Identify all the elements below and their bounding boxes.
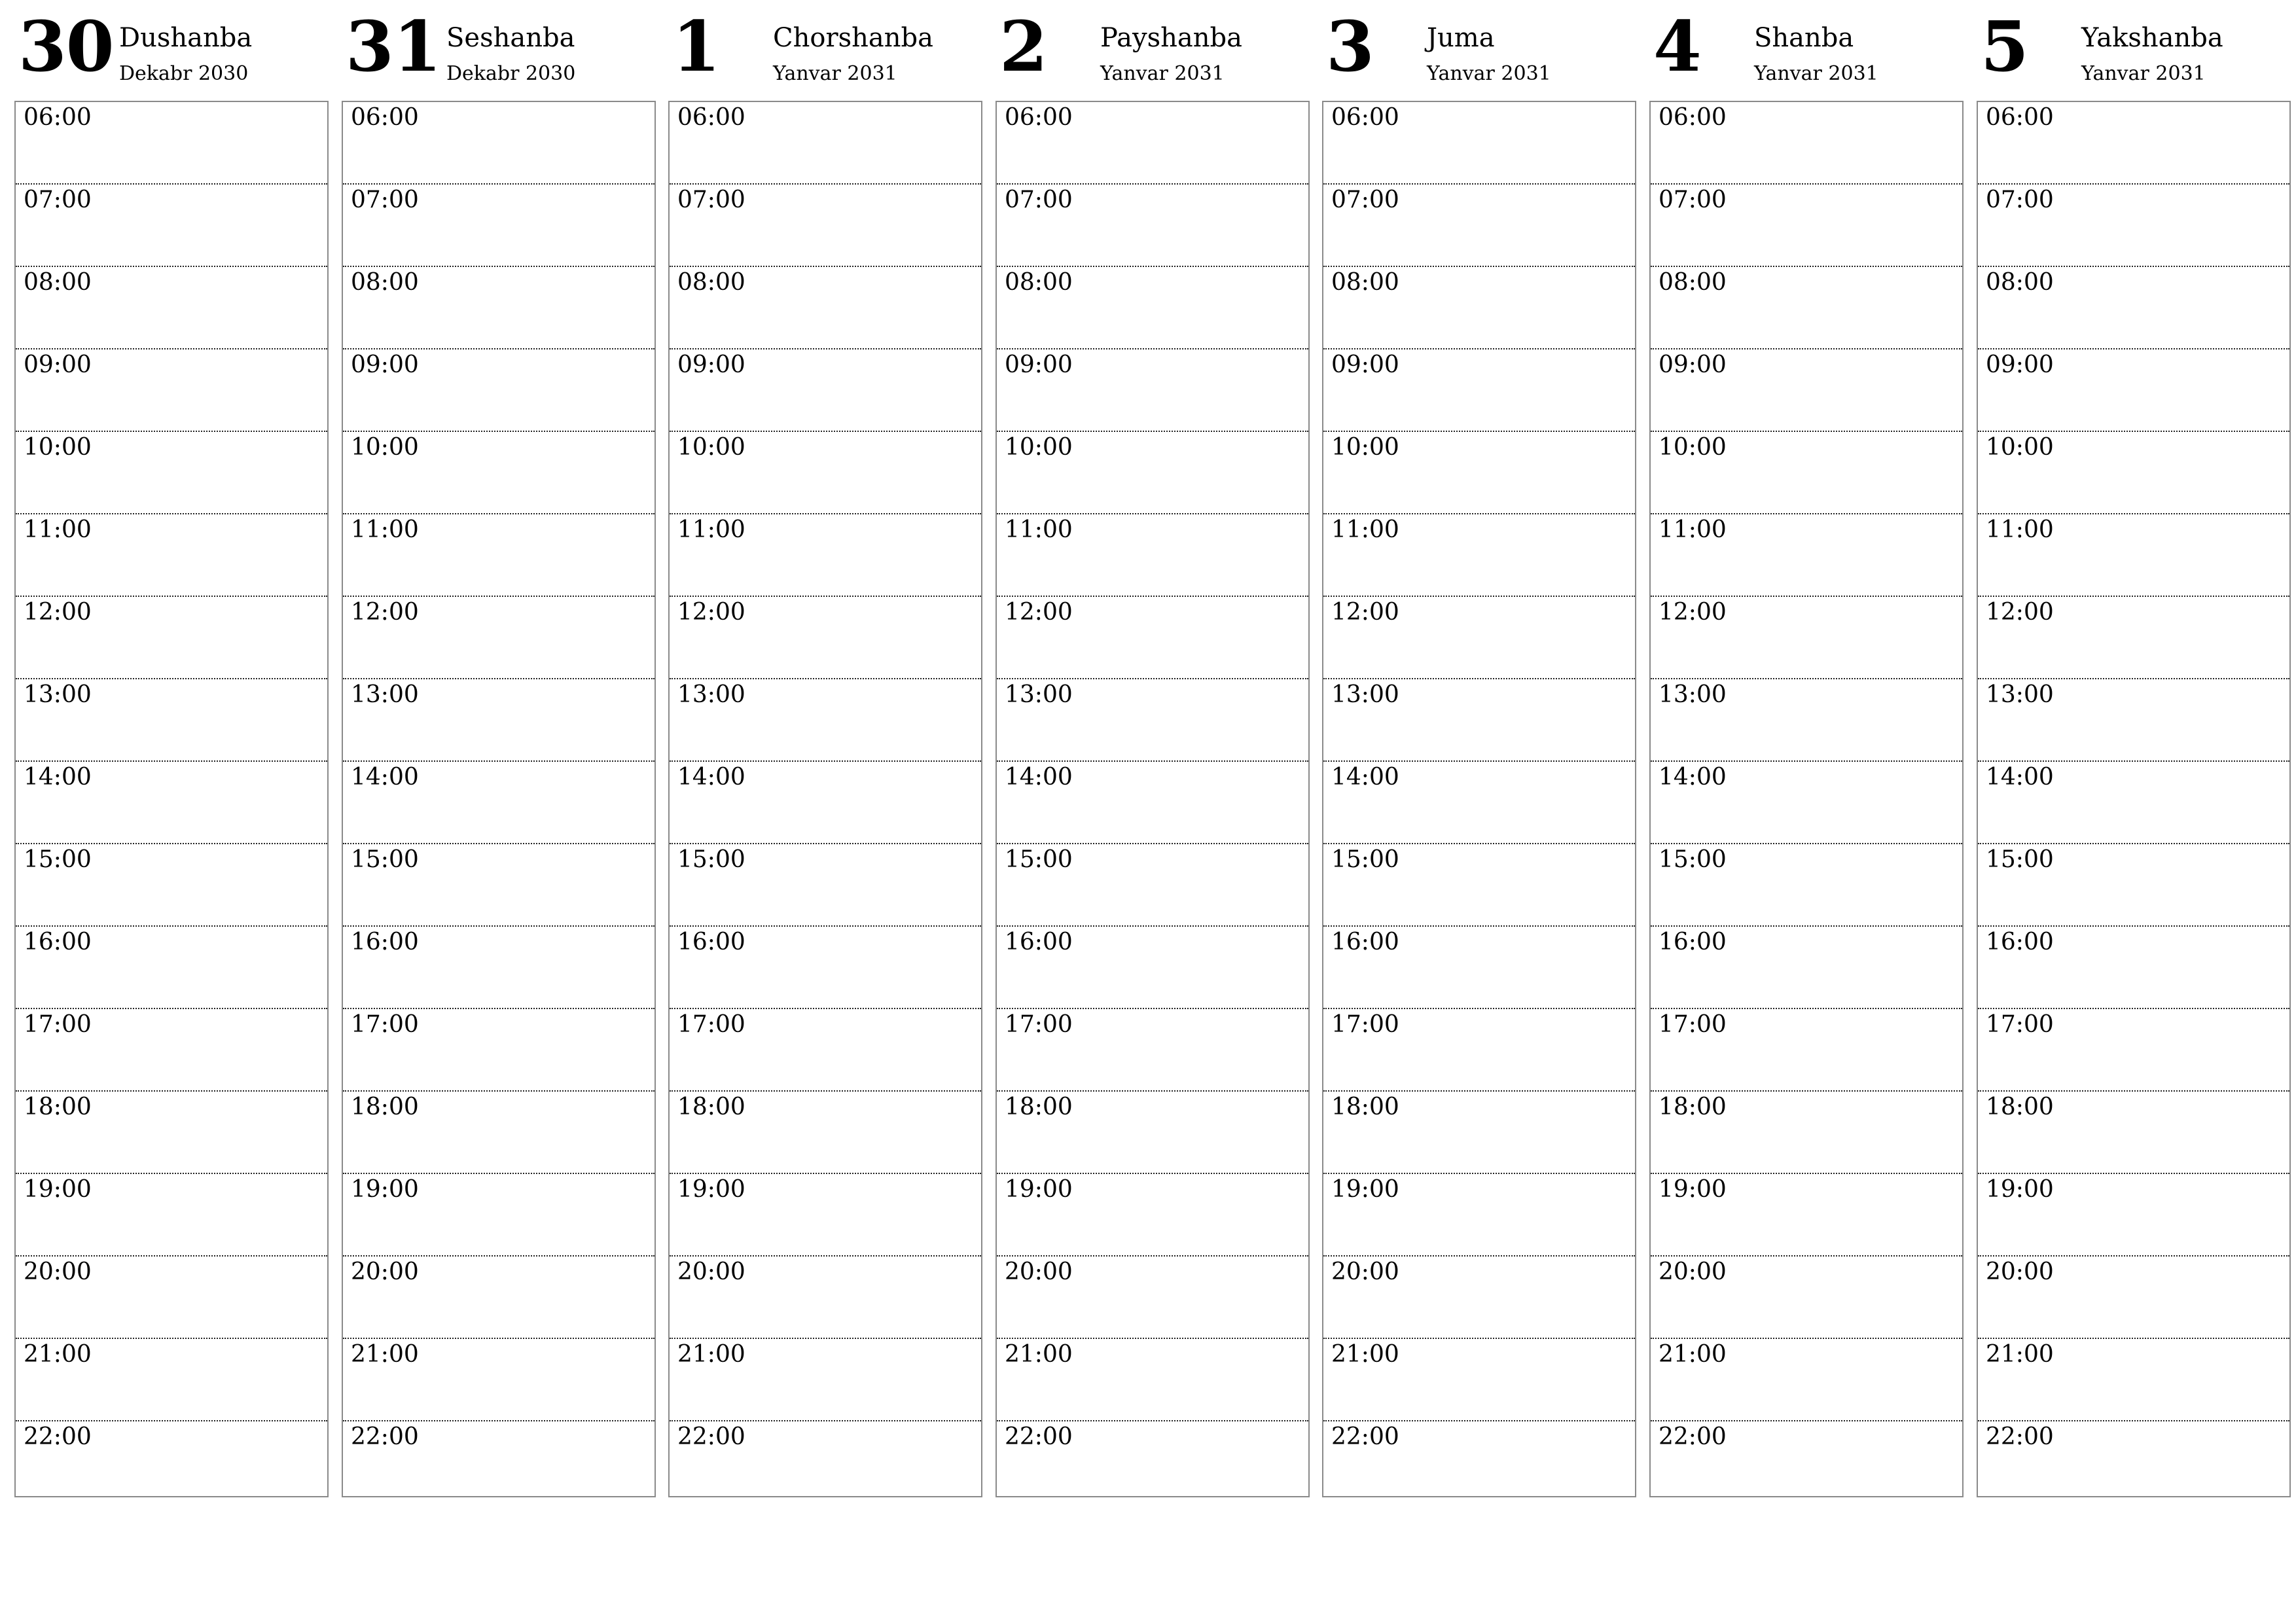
hour-slot[interactable] — [1978, 1174, 2289, 1257]
weekday-name: Payshanba — [1100, 23, 1242, 53]
hour-slot[interactable] — [1323, 1257, 1635, 1339]
hour-slot[interactable] — [1651, 514, 1962, 597]
hour-slot[interactable] — [1978, 597, 2289, 679]
day-header — [342, 0, 656, 99]
hour-label: 12:00 — [1659, 599, 1727, 626]
hour-slot[interactable] — [1651, 597, 1962, 679]
hour-slot[interactable] — [997, 102, 1308, 185]
hour-slot[interactable] — [997, 1174, 1308, 1257]
hour-slots-box — [996, 101, 1310, 1497]
hour-slot[interactable] — [16, 267, 327, 349]
hour-label: 20:00 — [351, 1258, 419, 1285]
hour-slot[interactable] — [343, 102, 655, 185]
hour-label: 07:00 — [1331, 187, 1399, 213]
hour-slot[interactable] — [16, 844, 327, 927]
hour-slot[interactable] — [1323, 1339, 1635, 1421]
hour-label: 11:00 — [1986, 516, 2054, 543]
day-column — [996, 0, 1310, 1450]
hour-label: 18:00 — [24, 1094, 92, 1120]
hour-slots-box — [668, 101, 982, 1497]
hour-slot[interactable] — [16, 597, 327, 679]
hour-label: 07:00 — [1659, 187, 1727, 213]
hour-slot[interactable] — [343, 762, 655, 844]
hour-slot[interactable] — [1978, 1421, 2289, 1503]
hour-slot[interactable] — [1978, 514, 2289, 597]
hour-slot[interactable] — [343, 844, 655, 927]
hour-label: 20:00 — [1005, 1258, 1073, 1285]
hour-slot[interactable] — [1978, 1092, 2289, 1174]
hour-slot[interactable] — [997, 267, 1308, 349]
hour-slot[interactable] — [997, 432, 1308, 514]
hour-label: 10:00 — [1659, 434, 1727, 461]
hour-label: 14:00 — [677, 764, 745, 791]
hour-label: 18:00 — [351, 1094, 419, 1120]
hour-slot[interactable] — [16, 1092, 327, 1174]
hour-slot[interactable] — [997, 1009, 1308, 1092]
hour-label: 12:00 — [351, 599, 419, 626]
hour-slot[interactable] — [1651, 679, 1962, 762]
hour-label: 15:00 — [1659, 846, 1727, 873]
hour-label: 14:00 — [1659, 764, 1727, 791]
hour-label: 08:00 — [1659, 269, 1727, 296]
hour-label: 19:00 — [1005, 1176, 1073, 1203]
hour-label: 17:00 — [1005, 1011, 1073, 1038]
hour-label: 17:00 — [1986, 1011, 2054, 1038]
hour-label: 18:00 — [1659, 1094, 1727, 1120]
hour-slot[interactable] — [343, 679, 655, 762]
hour-slot[interactable] — [1323, 349, 1635, 432]
hour-label: 19:00 — [1659, 1176, 1727, 1203]
hour-label: 11:00 — [1005, 516, 1073, 543]
hour-label: 13:00 — [677, 681, 745, 708]
day-header — [1322, 0, 1636, 99]
hour-label: 17:00 — [677, 1011, 745, 1038]
hour-slot[interactable] — [16, 432, 327, 514]
hour-slots-box — [1322, 101, 1636, 1497]
hour-label: 15:00 — [1005, 846, 1073, 873]
hour-slot[interactable] — [1978, 927, 2289, 1009]
hour-label: 12:00 — [24, 599, 92, 626]
day-header — [14, 0, 329, 99]
hour-label: 15:00 — [1331, 846, 1399, 873]
hour-label: 09:00 — [1659, 351, 1727, 378]
hour-slots-box — [14, 101, 329, 1497]
hour-label: 20:00 — [1331, 1258, 1399, 1285]
hour-slot[interactable] — [670, 349, 981, 432]
month-year: Dekabr 2030 — [446, 62, 576, 85]
hour-label: 06:00 — [24, 104, 92, 131]
month-year: Yanvar 2031 — [773, 62, 897, 85]
hour-label: 19:00 — [677, 1176, 745, 1203]
hour-label: 20:00 — [1659, 1258, 1727, 1285]
hour-label: 07:00 — [1986, 187, 2054, 213]
weekday-name: Seshanba — [446, 23, 575, 53]
hour-label: 15:00 — [1986, 846, 2054, 873]
hour-label: 20:00 — [677, 1258, 745, 1285]
hour-label: 19:00 — [24, 1176, 92, 1203]
hour-slot[interactable] — [670, 762, 981, 844]
hour-label: 15:00 — [677, 846, 745, 873]
hour-slot[interactable] — [1978, 432, 2289, 514]
hour-label: 14:00 — [1331, 764, 1399, 791]
hour-label: 07:00 — [24, 187, 92, 213]
hour-slot[interactable] — [343, 185, 655, 267]
hour-label: 18:00 — [1005, 1094, 1073, 1120]
weekday-name: Juma — [1427, 23, 1495, 53]
hour-label: 18:00 — [1986, 1094, 2054, 1120]
hour-label: 15:00 — [24, 846, 92, 873]
hour-slot[interactable] — [1978, 1257, 2289, 1339]
hour-label: 14:00 — [1005, 764, 1073, 791]
hour-slot[interactable] — [670, 185, 981, 267]
hour-slot[interactable] — [343, 1174, 655, 1257]
hour-label: 18:00 — [1331, 1094, 1399, 1120]
hour-slot[interactable] — [343, 927, 655, 1009]
hour-slot[interactable] — [1323, 679, 1635, 762]
hour-label: 19:00 — [1986, 1176, 2054, 1203]
hour-label: 10:00 — [1005, 434, 1073, 461]
hour-slot[interactable] — [1323, 1174, 1635, 1257]
hour-label: 15:00 — [351, 846, 419, 873]
hour-label: 19:00 — [351, 1176, 419, 1203]
hour-slot[interactable] — [1323, 762, 1635, 844]
hour-label: 21:00 — [1005, 1341, 1073, 1368]
hour-label: 06:00 — [1986, 104, 2054, 131]
hour-slot[interactable] — [1651, 432, 1962, 514]
hour-slot[interactable] — [1651, 185, 1962, 267]
hour-label: 20:00 — [24, 1258, 92, 1285]
day-column — [1322, 0, 1636, 1450]
hour-label: 12:00 — [1986, 599, 2054, 626]
hour-slot[interactable] — [16, 185, 327, 267]
hour-slot[interactable] — [670, 432, 981, 514]
hour-label: 13:00 — [351, 681, 419, 708]
weekday-name: Shanba — [1754, 23, 1854, 53]
hour-slot[interactable] — [1978, 762, 2289, 844]
day-number: 3 — [1326, 5, 1374, 87]
hour-slot[interactable] — [1323, 597, 1635, 679]
hour-label: 16:00 — [24, 929, 92, 955]
hour-label: 09:00 — [351, 351, 419, 378]
hour-label: 19:00 — [1331, 1176, 1399, 1203]
hour-label: 12:00 — [1005, 599, 1073, 626]
hour-label: 21:00 — [677, 1341, 745, 1368]
hour-slot[interactable] — [343, 267, 655, 349]
month-year: Yanvar 2031 — [2081, 62, 2206, 85]
hour-slot[interactable] — [670, 1092, 981, 1174]
hour-slot[interactable] — [1978, 679, 2289, 762]
hour-label: 10:00 — [1331, 434, 1399, 461]
hour-slot[interactable] — [16, 762, 327, 844]
hour-label: 06:00 — [1659, 104, 1727, 131]
day-column — [1977, 0, 2291, 1450]
hour-slot[interactable] — [1978, 349, 2289, 432]
hour-slot[interactable] — [670, 102, 981, 185]
hour-slot[interactable] — [670, 1174, 981, 1257]
hour-label: 09:00 — [1331, 351, 1399, 378]
hour-label: 08:00 — [351, 269, 419, 296]
hour-label: 09:00 — [1005, 351, 1073, 378]
hour-label: 14:00 — [351, 764, 419, 791]
hour-slot[interactable] — [1323, 432, 1635, 514]
day-number: 31 — [346, 5, 441, 87]
hour-slot[interactable] — [1651, 1339, 1962, 1421]
hour-slot[interactable] — [997, 927, 1308, 1009]
hour-label: 22:00 — [1005, 1423, 1073, 1450]
day-column — [14, 0, 329, 1450]
hour-label: 13:00 — [1659, 681, 1727, 708]
hour-label: 11:00 — [351, 516, 419, 543]
hour-slot[interactable] — [1978, 1339, 2289, 1421]
hour-label: 11:00 — [1659, 516, 1727, 543]
hour-label: 22:00 — [1659, 1423, 1727, 1450]
day-number: 30 — [18, 5, 114, 87]
hour-label: 11:00 — [24, 516, 92, 543]
hour-slot[interactable] — [1978, 185, 2289, 267]
hour-label: 14:00 — [1986, 764, 2054, 791]
hour-slot[interactable] — [670, 679, 981, 762]
day-column — [1649, 0, 1964, 1450]
hour-slot[interactable] — [16, 1257, 327, 1339]
hour-label: 10:00 — [351, 434, 419, 461]
month-year: Yanvar 2031 — [1100, 62, 1225, 85]
hour-slot[interactable] — [16, 1009, 327, 1092]
hour-slot[interactable] — [343, 597, 655, 679]
hour-label: 08:00 — [1986, 269, 2054, 296]
hour-slot[interactable] — [1323, 102, 1635, 185]
hour-slot[interactable] — [1651, 1257, 1962, 1339]
hour-label: 16:00 — [677, 929, 745, 955]
hour-slot[interactable] — [343, 432, 655, 514]
hour-label: 13:00 — [24, 681, 92, 708]
hour-slot[interactable] — [1651, 1092, 1962, 1174]
hour-label: 08:00 — [1331, 269, 1399, 296]
weekday-name: Dushanba — [119, 23, 253, 53]
hour-slot[interactable] — [997, 762, 1308, 844]
day-header — [996, 0, 1310, 99]
hour-label: 21:00 — [1659, 1341, 1727, 1368]
day-header — [668, 0, 982, 99]
hour-slot[interactable] — [16, 1339, 327, 1421]
weekday-name: Yakshanba — [2081, 23, 2223, 53]
hour-label: 22:00 — [24, 1423, 92, 1450]
hour-slot[interactable] — [1651, 1421, 1962, 1503]
hour-label: 08:00 — [1005, 269, 1073, 296]
hour-slot[interactable] — [1978, 267, 2289, 349]
hour-label: 12:00 — [1331, 599, 1399, 626]
hour-label: 08:00 — [24, 269, 92, 296]
hour-label: 13:00 — [1986, 681, 2054, 708]
hour-label: 21:00 — [1331, 1341, 1399, 1368]
hour-slot[interactable] — [997, 597, 1308, 679]
hour-slots-box — [1649, 101, 1964, 1497]
hour-slot[interactable] — [997, 844, 1308, 927]
hour-label: 16:00 — [1659, 929, 1727, 955]
hour-slot[interactable] — [1323, 267, 1635, 349]
hour-slot[interactable] — [16, 1421, 327, 1503]
day-number: 5 — [1981, 5, 2028, 87]
hour-slot[interactable] — [1323, 1009, 1635, 1092]
hour-slot[interactable] — [1651, 102, 1962, 185]
hour-label: 09:00 — [1986, 351, 2054, 378]
hour-label: 06:00 — [677, 104, 745, 131]
hour-slot[interactable] — [1978, 844, 2289, 927]
hour-label: 21:00 — [351, 1341, 419, 1368]
day-number: 1 — [672, 5, 720, 87]
hour-label: 06:00 — [1005, 104, 1073, 131]
hour-slot[interactable] — [1978, 1009, 2289, 1092]
hour-slot[interactable] — [1323, 927, 1635, 1009]
month-year: Yanvar 2031 — [1754, 62, 1878, 85]
day-column — [342, 0, 656, 1450]
day-header — [1977, 0, 2291, 99]
day-number: 2 — [999, 5, 1047, 87]
hour-slot[interactable] — [670, 844, 981, 927]
hour-label: 22:00 — [351, 1423, 419, 1450]
hour-label: 12:00 — [677, 599, 745, 626]
hour-slot[interactable] — [343, 1009, 655, 1092]
hour-label: 16:00 — [1005, 929, 1073, 955]
hour-slot[interactable] — [343, 514, 655, 597]
hour-label: 08:00 — [677, 269, 745, 296]
hour-slot[interactable] — [343, 349, 655, 432]
hour-label: 06:00 — [1331, 104, 1399, 131]
hour-slot[interactable] — [997, 1092, 1308, 1174]
hour-label: 17:00 — [351, 1011, 419, 1038]
hour-slot[interactable] — [1651, 1174, 1962, 1257]
hour-label: 11:00 — [1331, 516, 1399, 543]
hour-label: 16:00 — [1986, 929, 2054, 955]
hour-label: 07:00 — [1005, 187, 1073, 213]
hour-label: 16:00 — [351, 929, 419, 955]
hour-label: 06:00 — [351, 104, 419, 131]
hour-label: 16:00 — [1331, 929, 1399, 955]
hour-slot[interactable] — [997, 185, 1308, 267]
hour-label: 09:00 — [24, 351, 92, 378]
hour-slot[interactable] — [1978, 102, 2289, 185]
hour-slot[interactable] — [1651, 1009, 1962, 1092]
hour-slot[interactable] — [1651, 927, 1962, 1009]
hour-slot[interactable] — [670, 597, 981, 679]
hour-slot[interactable] — [997, 1421, 1308, 1503]
hour-slot[interactable] — [343, 1092, 655, 1174]
hour-slot[interactable] — [670, 267, 981, 349]
hour-slot[interactable] — [1323, 1421, 1635, 1503]
hour-label: 11:00 — [677, 516, 745, 543]
hour-label: 21:00 — [24, 1341, 92, 1368]
hour-slot[interactable] — [997, 679, 1308, 762]
hour-slot[interactable] — [997, 1339, 1308, 1421]
hour-slot[interactable] — [670, 927, 981, 1009]
hour-slot[interactable] — [1651, 267, 1962, 349]
day-number: 4 — [1653, 5, 1701, 87]
hour-slot[interactable] — [997, 514, 1308, 597]
weekday-name: Chorshanba — [773, 23, 933, 53]
hour-label: 22:00 — [1331, 1423, 1399, 1450]
hour-slot[interactable] — [16, 102, 327, 185]
hour-label: 10:00 — [24, 434, 92, 461]
hour-label: 22:00 — [677, 1423, 745, 1450]
hour-slot[interactable] — [1323, 514, 1635, 597]
hour-label: 17:00 — [1659, 1011, 1727, 1038]
hour-slots-box — [1977, 101, 2291, 1497]
hour-label: 13:00 — [1005, 681, 1073, 708]
hour-slot[interactable] — [16, 349, 327, 432]
hour-label: 07:00 — [677, 187, 745, 213]
hour-slot[interactable] — [670, 1339, 981, 1421]
hour-slot[interactable] — [16, 1174, 327, 1257]
hour-slot[interactable] — [1651, 844, 1962, 927]
hour-slot[interactable] — [1323, 185, 1635, 267]
hour-label: 18:00 — [677, 1094, 745, 1120]
day-header — [1649, 0, 1964, 99]
hour-label: 13:00 — [1331, 681, 1399, 708]
hour-label: 17:00 — [1331, 1011, 1399, 1038]
hour-label: 10:00 — [1986, 434, 2054, 461]
hour-slot[interactable] — [343, 1421, 655, 1503]
hour-label: 17:00 — [24, 1011, 92, 1038]
day-column — [668, 0, 982, 1450]
hour-slot[interactable] — [1323, 1092, 1635, 1174]
hour-slot[interactable] — [997, 1257, 1308, 1339]
hour-slot[interactable] — [16, 679, 327, 762]
hour-slot[interactable] — [343, 1339, 655, 1421]
hour-label: 14:00 — [24, 764, 92, 791]
hour-slot[interactable] — [670, 514, 981, 597]
hour-slots-box — [342, 101, 656, 1497]
hour-slot[interactable] — [1651, 762, 1962, 844]
hour-slot[interactable] — [16, 514, 327, 597]
hour-label: 22:00 — [1986, 1423, 2054, 1450]
hour-slot[interactable] — [1323, 844, 1635, 927]
hour-label: 07:00 — [351, 187, 419, 213]
hour-label: 20:00 — [1986, 1258, 2054, 1285]
hour-label: 21:00 — [1986, 1341, 2054, 1368]
hour-label: 10:00 — [677, 434, 745, 461]
hour-slot[interactable] — [343, 1257, 655, 1339]
month-year: Dekabr 2030 — [119, 62, 249, 85]
hour-slot[interactable] — [670, 1257, 981, 1339]
hour-slot[interactable] — [1651, 349, 1962, 432]
hour-slot[interactable] — [997, 349, 1308, 432]
hour-slot[interactable] — [16, 927, 327, 1009]
month-year: Yanvar 2031 — [1427, 62, 1551, 85]
hour-label: 09:00 — [677, 351, 745, 378]
hour-slot[interactable] — [670, 1421, 981, 1503]
hour-slot[interactable] — [670, 1009, 981, 1092]
